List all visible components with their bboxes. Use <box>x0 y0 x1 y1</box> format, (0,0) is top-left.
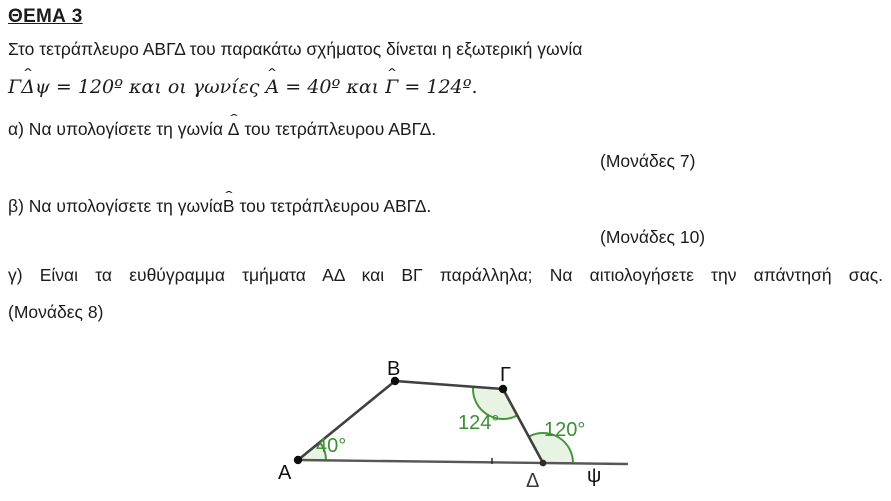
page-title: ΘΕΜΑ 3 <box>8 6 83 27</box>
vertex-delta-label: Δ <box>526 470 540 492</box>
formula-psi-eq: ψ = 120º και οι γωνίες <box>34 76 266 98</box>
points-b: (Μονάδες 10) <box>600 227 706 247</box>
vertex-delta-dot <box>540 460 547 467</box>
question-a-hat-letter: Δ ˆ <box>228 119 240 141</box>
side-gamma-delta <box>503 389 543 463</box>
angle-delta-exterior-value-label: 120° <box>544 419 586 441</box>
given-angles-formula <box>8 76 478 100</box>
question-a-after: του τετράπλευρου ΑΒΓΔ. <box>239 119 437 139</box>
angle-gamma-value-label: 124° <box>458 412 500 434</box>
question-b-after: του τετράπλευρου ΑΒΓΔ. <box>234 196 432 216</box>
question-b <box>8 196 431 218</box>
side-ab <box>298 381 395 460</box>
formula-a-hat: A ˆ <box>266 76 280 100</box>
formula-delta-hat: Δ ˆ <box>21 76 35 100</box>
vertex-gamma-dot <box>499 385 507 393</box>
vertex-a-label: A <box>278 462 292 484</box>
intro-text: Στο τετράπλευρο ΑΒΓΔ του παρακάτω σχήματος δίνεται η εξωτερική γωνία <box>8 39 583 59</box>
base-ray-a-delta-psi <box>298 460 627 464</box>
vertex-a-dot <box>294 456 302 464</box>
vertex-gamma-label: Γ <box>500 364 512 386</box>
formula-gamma: Γ <box>8 76 22 98</box>
angle-a-value-label: 40° <box>316 435 347 457</box>
formula-eq-124: = 124º. <box>398 76 478 98</box>
formula-gamma-hat: Γ ˆ <box>385 76 398 100</box>
side-b-gamma <box>395 381 503 389</box>
question-c: γ) Είναι τα ευθύγραμμα τμήματα ΑΔ και ΒΓ παράλληλα; Να αιτιολογήσετε την απάντησή σας. <box>8 265 883 285</box>
points-c: (Μονάδες 8) <box>8 302 104 322</box>
question-b-hat-letter: Β ˆ <box>223 196 235 218</box>
quadrilateral-figure <box>230 350 670 500</box>
points-a: (Μονάδες 7) <box>600 151 696 171</box>
question-a-before: α) Να υπολογίσετε τη γωνία <box>8 119 228 139</box>
formula-eq-40: = 40º και <box>279 76 386 98</box>
ray-psi-label: ψ <box>587 465 602 487</box>
question-a <box>8 119 436 141</box>
question-b-before: β) Να υπολογίσετε τη γωνία <box>8 196 223 216</box>
vertex-b-label: B <box>387 358 401 380</box>
